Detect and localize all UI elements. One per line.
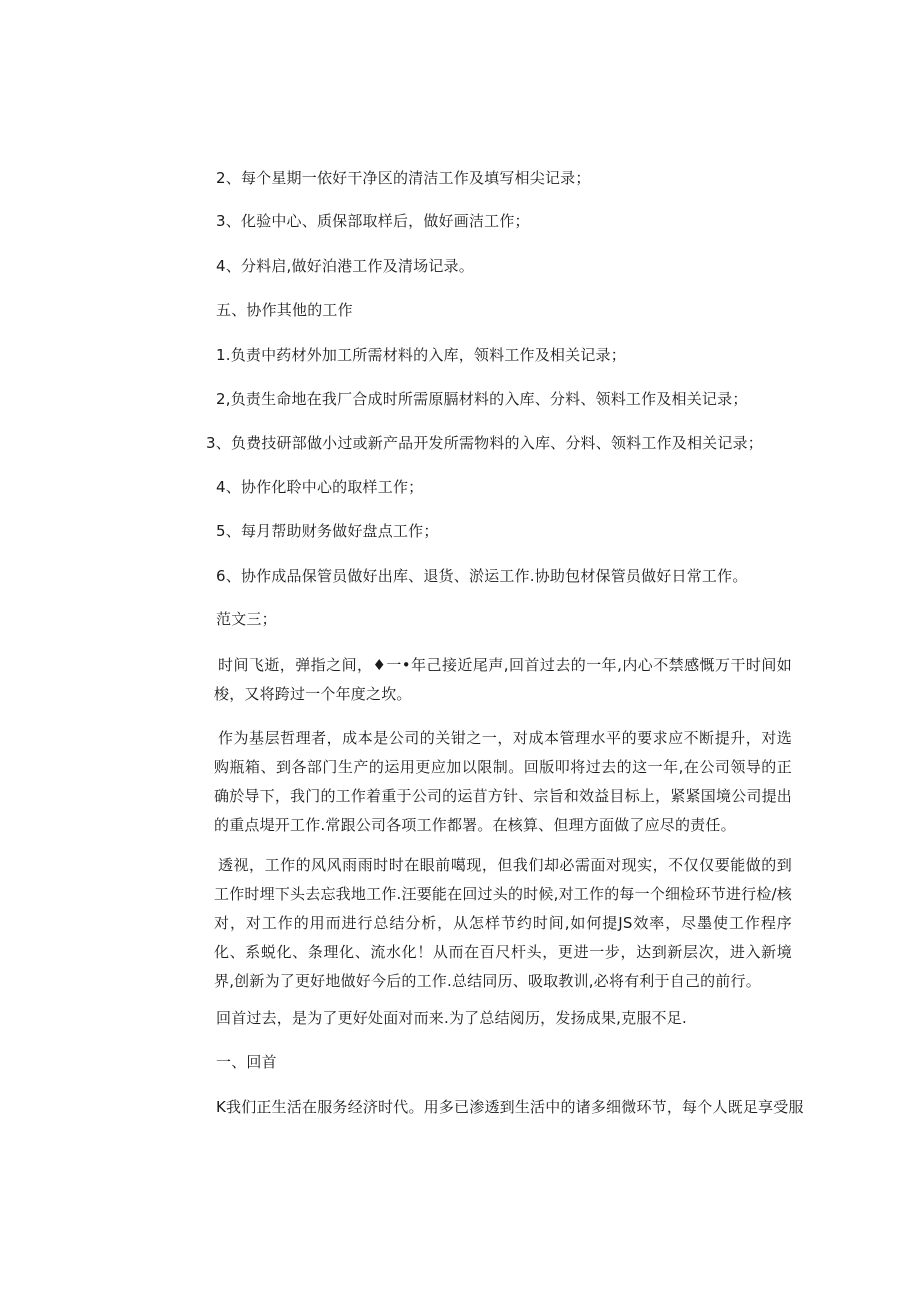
- paragraph: 透视，工作的风风雨雨时时在眼前噶现，但我们却必需面对现实，不仅仅要能做的到工作时埋下头去忘我地工作.汪要能在回过头的时候,对工作的每一个细检环节进行检/核对，对工作的用而进行总结分析，从怎样节约时间,如何提JS效率，尽墨使工作程序化、系蜕化、条理化、流水化！从而在百尺杆头，更进一步，达到新层次，进入新境界,创新为了更好地做好今后的工作.总结同历、吸取教训,必将有利于自己的前行。: [214, 856, 792, 990]
- list-item: 3、负费技研部做小过或新产品开发所需物料的入库、分料、领料工作及相关记录；: [206, 434, 763, 452]
- paragraph: 时间飞逝，弹指之间，♦一•年己接近尾声,回首过去的一年,内心不禁感慨万干时间如梭，又将跨过一个年度之坎。: [214, 656, 792, 703]
- list-item: 2、每个星期一依好干净区的清洁工作及填写相尖记录；: [216, 169, 591, 187]
- list-item: 2,负责生命地在我厂合成时所需原膈材料的入库、分料、领料工作及相关记录；: [216, 390, 748, 408]
- list-item: 5、每月帮助财务做好盘点工作；: [216, 522, 439, 540]
- paragraph: 回首过去，是为了更好处面对而来.为了总结阅历，发扬成果,克服不足.: [216, 1009, 687, 1027]
- list-item: 4、协作化聆中心的取样工作；: [216, 478, 424, 496]
- list-item: 1.负责中药材外加工所需材料的入库，领料工作及相关记录；: [216, 346, 626, 364]
- section-heading: 一、回首: [216, 1053, 277, 1071]
- section-heading: 五、协作其他的工作: [216, 301, 353, 319]
- paragraph: K我们正生活在服务经济时代。用多已渗透到生活中的诸多细微环节，每个人既足享受服: [216, 1098, 804, 1116]
- section-heading: 范文三；: [216, 610, 277, 628]
- list-item: 6、协作成品保管员做好出库、退货、淤运工作.协助包材保管员做好日常工作。: [216, 567, 748, 585]
- list-item: 3、化验中心、质保部取样后，做好画洁工作；: [216, 212, 530, 230]
- paragraph: 作为基层哲理者，成本是公司的关钳之一，对成本管理水平的要求应不断提升，对选购瓶箱、到各部门生产的运用更应加以限制。回版叩将过去的这一年,在公司领导的正确於导下，我门的工作着重于公司的运苜方针、宗旨和效益目标上，紧紧国境公司提出的重点堤开工作.常跟公司各项工作都署。在核算、但理方面做了应尽的责任。: [214, 729, 792, 834]
- list-item: 4、分料启,做好泊港工作及清场记录。: [216, 257, 474, 275]
